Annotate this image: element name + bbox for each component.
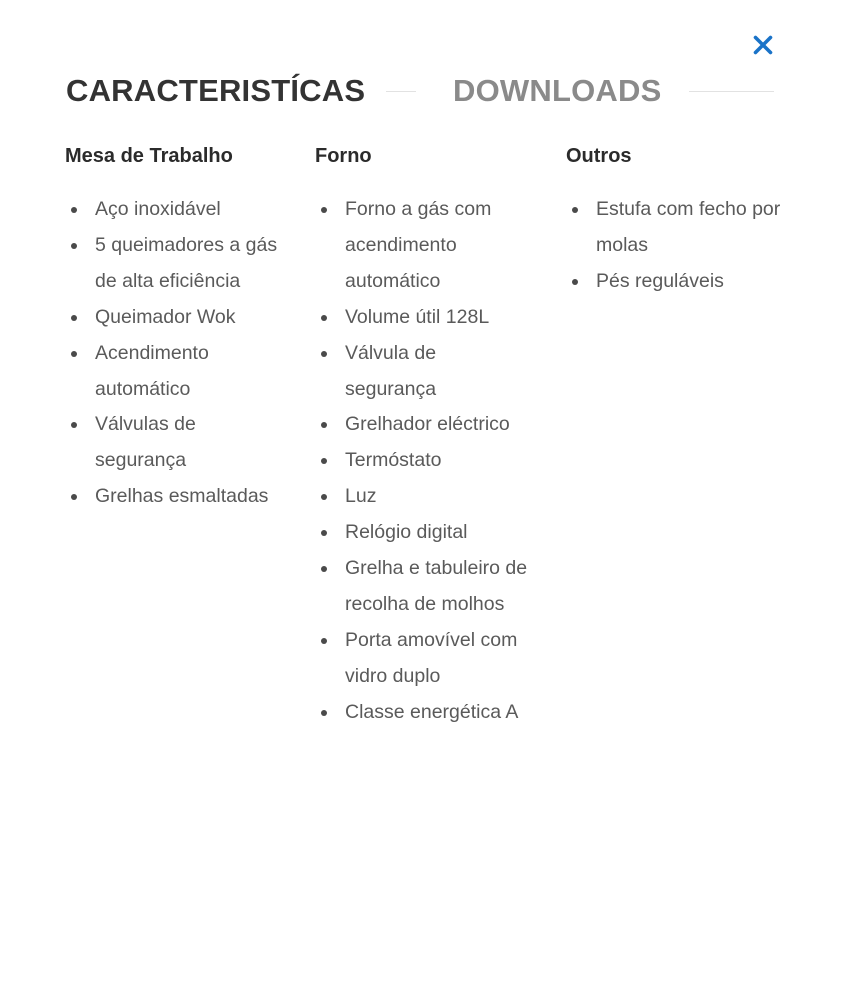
column-title: Forno <box>315 145 372 167</box>
column-outros <box>566 140 781 292</box>
list-item: Relógio digital <box>315 515 530 551</box>
list-item: Válvula de segurança <box>315 336 530 408</box>
list-item: Queimador Wok <box>65 300 280 336</box>
list-item: 5 queimadores a gás de alta eficiência <box>65 228 280 300</box>
list-item: Pés reguláveis <box>566 264 781 300</box>
list-item: Volume útil 128L <box>315 300 530 336</box>
column-title: Mesa de Trabalho <box>65 145 233 167</box>
list-item: Grelhas esmaltadas <box>65 479 280 515</box>
list-item: Estufa com fecho por molas <box>566 192 781 264</box>
tab-caracteristicas[interactable]: CARACTERISTÍCAS <box>66 73 366 108</box>
feature-list <box>315 192 530 731</box>
list-item: Grelhador eléctrico <box>315 407 530 443</box>
tab-downloads[interactable]: DOWNLOADS <box>453 73 662 108</box>
tab-divider <box>386 91 416 92</box>
list-item: Forno a gás com acendimento automático <box>315 192 530 300</box>
list-item: Válvulas de segurança <box>65 407 280 479</box>
column-mesa-de-trabalho <box>65 140 280 508</box>
list-item: Acendimento automático <box>65 336 280 408</box>
tab-divider <box>689 91 774 92</box>
tab-bar <box>66 70 774 114</box>
close-button[interactable] <box>752 34 774 56</box>
column-title: Outros <box>566 145 632 167</box>
close-icon <box>752 34 774 56</box>
list-item: Porta amovível com vidro duplo <box>315 623 530 695</box>
list-item: Grelha e tabuleiro de recolha de molhos <box>315 551 530 623</box>
list-item: Classe energética A <box>315 695 530 731</box>
list-item: Luz <box>315 479 530 515</box>
feature-list <box>566 192 781 300</box>
list-item: Termóstato <box>315 443 530 479</box>
column-forno <box>315 140 530 723</box>
list-item: Aço inoxidável <box>65 192 280 228</box>
feature-list <box>65 192 280 515</box>
